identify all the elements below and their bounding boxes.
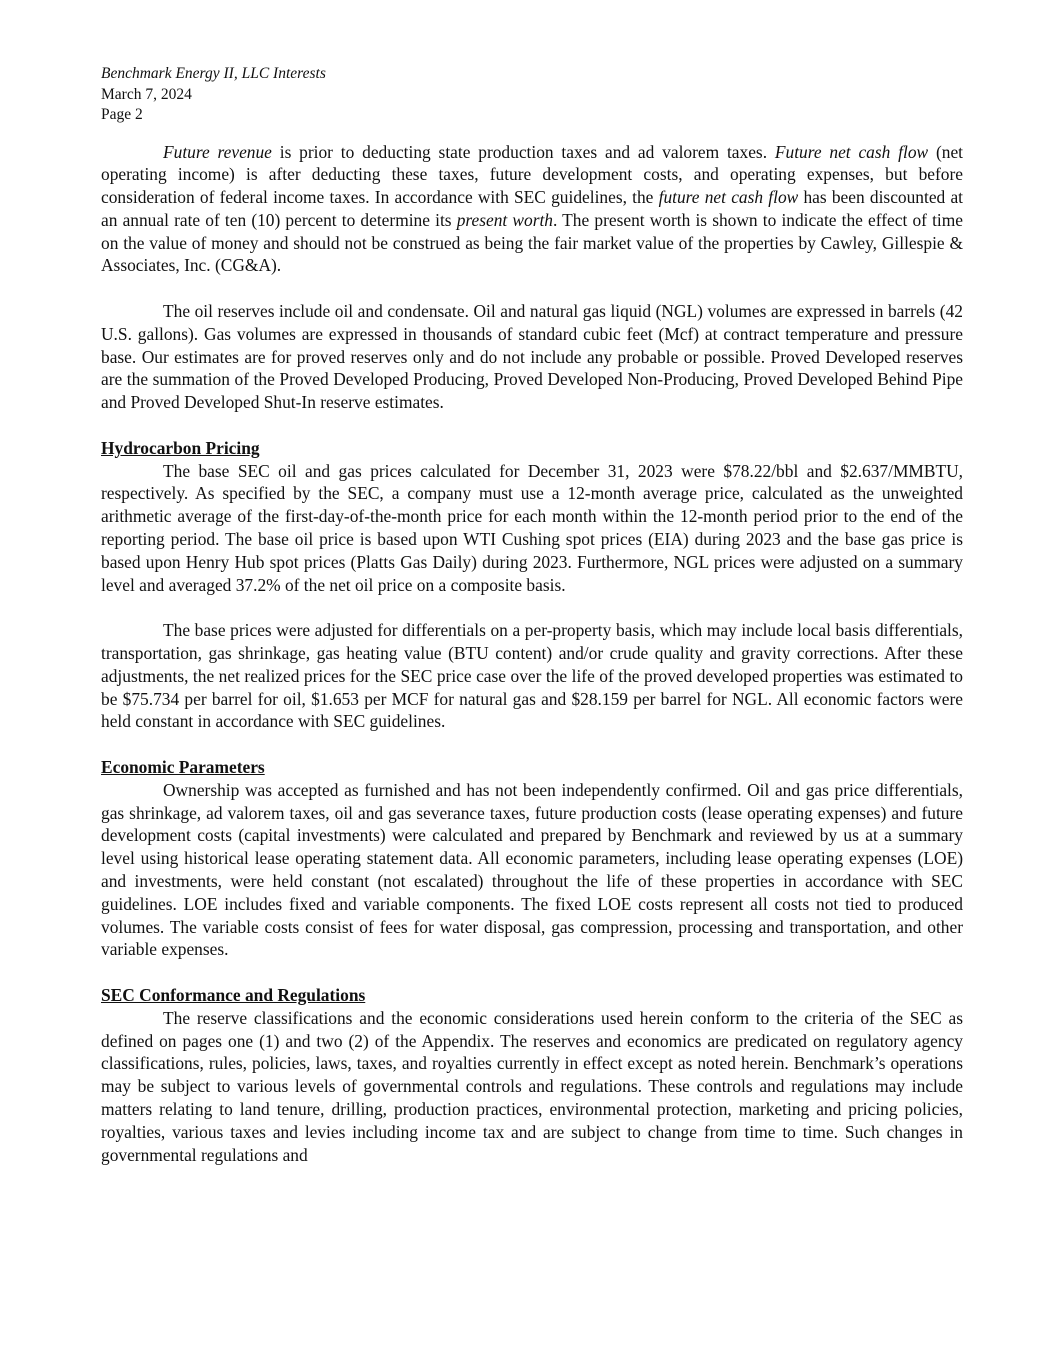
section-heading-economic-parameters: Economic Parameters (101, 757, 265, 778)
sec-paragraph: The reserve classifications and the economic considerations used herein conform to the criteria of the SEC as defined on pages one (1) and two (2) of the Appendix. The reserves and economics are predicated on regulatory agency classifications, rules, policies, laws, taxes, and royalties currently in effect except as noted herein. Benchmark’s operations may be subject to various levels of governmental controls and regulations. These controls and regulations may include matters relating to land tenure, drilling, production practices, environmental protection, marketing and pricing policies, royalties, various taxes and levies including income tax and are subject to change from time to time. Such changes in governmental regulations and (101, 1007, 963, 1165)
economic-paragraph: Ownership was accepted as furnished and has not been independently confirmed. Oil and gas price differentials, gas shrinkage, ad valorem taxes, oil and gas severance taxes, future production costs (lease operating expenses) and future development costs (capital investments) were calculated and prepared by Benchmark and reviewed by us at a summary level using historical lease operating statement data. All economic parameters, including lease operating expenses (LOE) and investments, were held constant (not escalated) throughout the life of these properties in accordance with SEC guidelines. LOE includes fixed and variable components. The fixed LOE costs represent all costs not tied to produced volumes. The variable costs consist of fees for water disposal, gas compression, processing and transportation, and other variable expenses. (101, 779, 963, 960)
pricing-paragraph-base-prices: The base SEC oil and gas prices calculated for December 31, 2023 were $78.22/bbl and $2.637/MMBTU, respectively. As specified by the SEC, a company must use a 12-month average price, calculated as the unweighted arithmetic average of the first-day-of-the-month price for each month within the 12-month period prior to the end of the reporting period. The base oil price is based upon WTI Cushing spot prices (EIA) during 2023 and the base gas price is based upon Henry Hub spot prices (Platts Gas Daily) during 2023. Furthermore, NGL prices were adjusted on a summary level and averaged 37.2% of the net oil price on a composite basis. (101, 460, 963, 595)
section-heading-hydrocarbon-pricing: Hydrocarbon Pricing (101, 437, 260, 458)
header-date: March 7, 2024 (101, 85, 192, 103)
section-heading-sec-conformance: SEC Conformance and Regulations (101, 984, 366, 1005)
intro-paragraph-future-revenue: Future revenue is prior to deducting state production taxes and ad valorem taxes. Future net cash flow (net operating income) is after deducting these taxes, future development costs, and operating expenses, but before consideration of federal income taxes. In accordance with SEC guidelines, the future net cash flow has been discounted at an annual rate of ten (10) percent to determine its present worth. The present worth is shown to indicate the effect of time on the value of money and should not be construed as being the fair market value of the properties by Cawley, Gillespie & Associates, Inc. (CG&A). (101, 141, 964, 276)
header-company: Benchmark Energy II, LLC Interests (101, 65, 326, 82)
intro-paragraph-oil-reserves: The oil reserves include oil and condensate. Oil and natural gas liquid (NGL) volumes are expressed in barrels (42 U.S. gallons). Gas volumes are expressed in thousands of standard cubic feet (Mcf) at contract temperature and pressure base. Our estimates are for proved reserves only and do not include any probable or possible. Proved Developed reserves are the summation of the Proved Developed Producing, Proved Developed Non-Producing, Proved Developed Behind Pipe and Proved Developed Shut-In reserve estimates. (101, 301, 963, 413)
letter-header (101, 64, 963, 126)
header-page: Page 2 (101, 106, 143, 123)
pricing-paragraph-differentials: The base prices were adjusted for differentials on a per-property basis, which may include local basis differentials, transportation, gas shrinkage, gas heating value (BTU content) and/or crude quality and gravity corrections. After these adjustments, the net realized prices for the SEC price case over the life of the proved developed properties was estimated to be $75.734 per barrel for oil, $1.653 per MCF for natural gas and $28.159 per barrel for NGL. All economic factors were held constant in accordance with SEC guidelines. (101, 620, 963, 732)
document-page (101, 64, 963, 1166)
